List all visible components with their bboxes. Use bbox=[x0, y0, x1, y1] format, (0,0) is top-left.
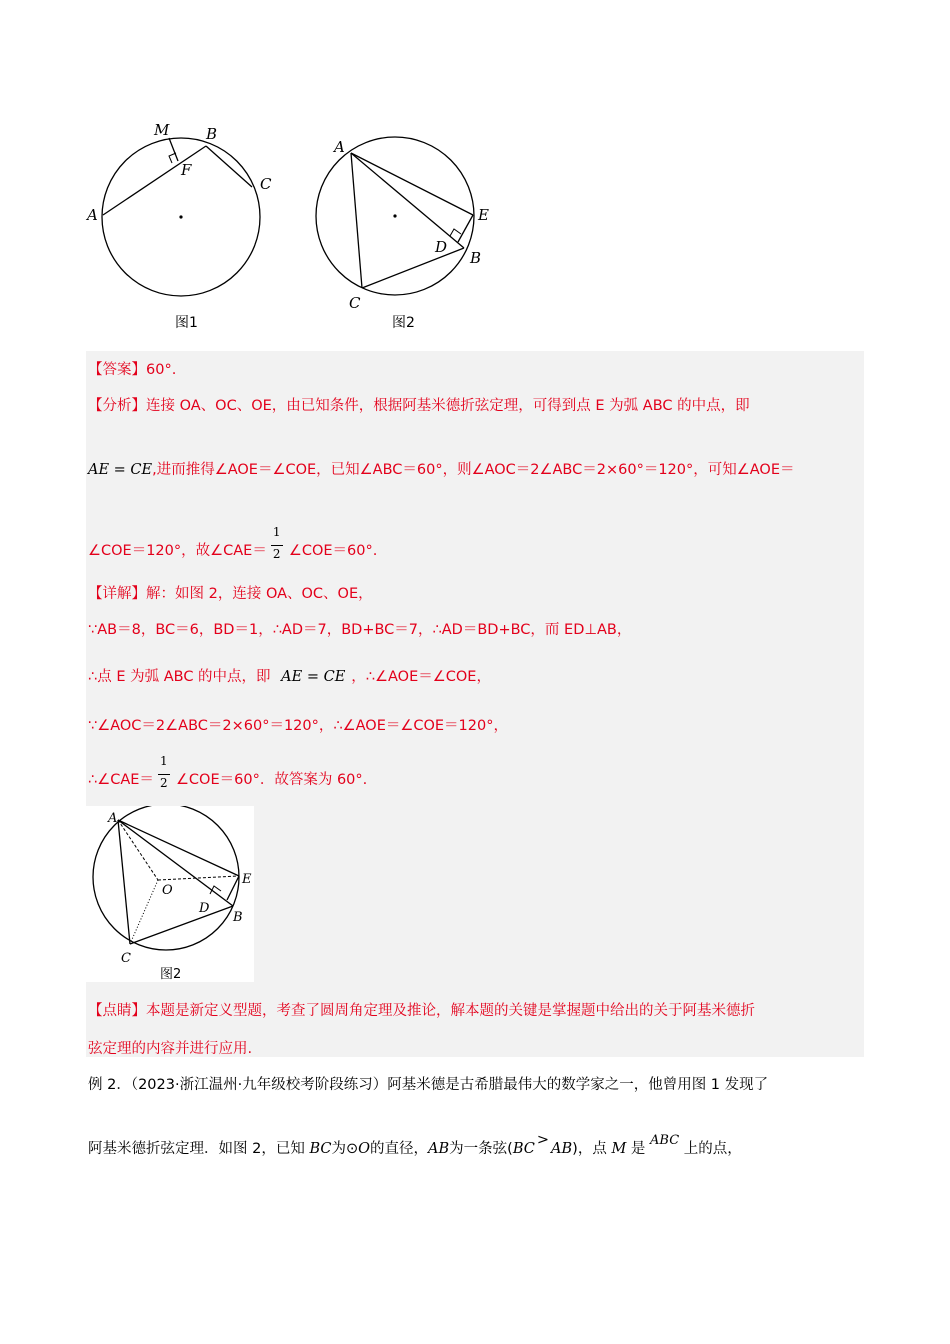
comment-line-1: 【点睛】本题是新定义型题，考查了圆周角定理及推论，解本题的关键是掌握题中给出的关于阿基米德折 bbox=[88, 1003, 755, 1019]
label-f: F bbox=[181, 161, 192, 179]
detail-line-3b: ，∴∠AOE＝∠COE， bbox=[351, 669, 491, 685]
label-c-3: C bbox=[121, 951, 131, 966]
detail-line-1: 【详解】解：如图 2，连接 OA、OC、OE， bbox=[88, 586, 373, 602]
detail-line-5a: ∴∠CAE＝ bbox=[88, 772, 154, 788]
analysis-line-2-text: ,进而推得∠AOE＝∠COE，已知∠ABC＝60°，则∠AOC＝2∠ABC＝2×60°＝120°，可知∠AOE＝ bbox=[152, 462, 795, 478]
arc-equation: AE = CE bbox=[88, 462, 153, 478]
figure-1-caption: 图1 bbox=[175, 315, 198, 331]
label-a-3: A bbox=[108, 811, 118, 826]
segment-ac bbox=[351, 153, 362, 288]
q2-text-a: 阿基米德折弦定理．如图 2，已知 bbox=[88, 1141, 305, 1157]
q2-text-f: 是 bbox=[630, 1141, 646, 1157]
figure-2-caption: 图2 bbox=[392, 315, 415, 331]
detail-line-2: ∵AB＝8，BC＝6，BD＝1，∴AD＝7，BD+BC＝7，∴AD＝BD+BC，而 ED⊥AB， bbox=[88, 622, 632, 638]
figure-2 bbox=[312, 130, 502, 333]
figure-1 bbox=[82, 118, 282, 333]
q2-text-g: 上的点， bbox=[683, 1141, 742, 1157]
label-e-3: E bbox=[242, 872, 252, 887]
right-angle-mark-2 bbox=[450, 229, 461, 236]
detail-line-4: ∵∠AOC＝2∠ABC＝2×60°＝120°，∴∠AOE＝∠COE＝120°， bbox=[88, 718, 508, 734]
segment-ab bbox=[351, 153, 464, 248]
q2-text-c: 的直径， bbox=[370, 1141, 429, 1157]
arc-equation-2: AE = CE bbox=[281, 669, 346, 685]
label-b-2: B bbox=[470, 249, 482, 267]
q2-m: M bbox=[611, 1141, 627, 1157]
fraction-one-half: $\frac{1}{2}$ bbox=[271, 533, 285, 563]
q2-text-d: 为一条弦( bbox=[449, 1141, 513, 1157]
segment-cb bbox=[362, 248, 464, 288]
segment-ae bbox=[351, 153, 473, 215]
figure-1-center-dot bbox=[179, 215, 182, 218]
q2-ab: AB bbox=[428, 1141, 450, 1157]
segment-ed-3 bbox=[227, 876, 239, 900]
label-b-3: B bbox=[233, 910, 243, 925]
q2-text-b: 为⊙ bbox=[331, 1141, 359, 1157]
segment-mf bbox=[169, 138, 178, 161]
label-c-2: C bbox=[349, 294, 361, 312]
segment-cb-3 bbox=[130, 906, 233, 944]
chord-ab bbox=[103, 146, 206, 215]
label-a-2: A bbox=[334, 138, 345, 156]
analysis-line-3b: ∠COE＝60°. bbox=[288, 543, 378, 559]
segment-ac-3 bbox=[118, 820, 130, 944]
answer-line: 【答案】60°. bbox=[88, 362, 177, 378]
comment-line-2: 弦定理的内容并进行应用. bbox=[88, 1041, 253, 1057]
analysis-line-3 bbox=[88, 525, 378, 563]
q2-gt: > bbox=[536, 1132, 550, 1148]
analysis-line-3a: ∠COE＝120°，故∠CAE＝ bbox=[88, 543, 267, 559]
detail-line-3a: ∴点 E 为弧 ABC 的中点，即 bbox=[88, 669, 271, 685]
fraction-one-half-2: $\frac{1}{2}$ bbox=[158, 762, 172, 792]
label-d-2: D bbox=[435, 238, 448, 256]
q2-ab2: AB bbox=[551, 1141, 573, 1157]
segment-ab-3 bbox=[118, 820, 233, 906]
label-a: A bbox=[87, 206, 98, 224]
q2-bc2: BC bbox=[512, 1141, 535, 1157]
label-o-3: O bbox=[162, 883, 173, 898]
q2-o: O bbox=[358, 1141, 371, 1157]
q2-text-e: )，点 bbox=[572, 1141, 607, 1157]
question-line-1: 例 2．（2023·浙江温州·九年级校考阶段练习）阿基米德是古希腊最伟大的数学家之一，他曾用图 1 发现了 bbox=[88, 1077, 769, 1093]
analysis-line-1: 【分析】连接 OA、OC、OE，由已知条件，根据阿基米德折弦定理，可得到点 E 为弧 ABC 的中点，即 bbox=[88, 398, 750, 414]
q2-bc: BC bbox=[309, 1141, 332, 1157]
figure-3 bbox=[86, 806, 254, 982]
label-e-2: E bbox=[478, 206, 489, 224]
dotted-oc bbox=[130, 880, 158, 944]
question-line-2 bbox=[88, 1132, 742, 1158]
q2-arc-abc: ABC bbox=[650, 1133, 680, 1148]
label-b: B bbox=[206, 125, 218, 143]
detail-line-3 bbox=[88, 665, 491, 686]
label-c: C bbox=[260, 175, 272, 193]
analysis-line-2 bbox=[88, 458, 795, 479]
chord-bc bbox=[206, 146, 252, 187]
label-d-3: D bbox=[199, 901, 210, 916]
figure-2-center-dot bbox=[393, 214, 396, 217]
label-m: M bbox=[154, 121, 170, 139]
figure-3-caption: 图2 bbox=[160, 967, 182, 982]
figure-3-circle bbox=[93, 806, 239, 950]
detail-line-5 bbox=[88, 754, 368, 792]
detail-line-5b: ∠COE＝60°．故答案为 60°. bbox=[175, 772, 368, 788]
